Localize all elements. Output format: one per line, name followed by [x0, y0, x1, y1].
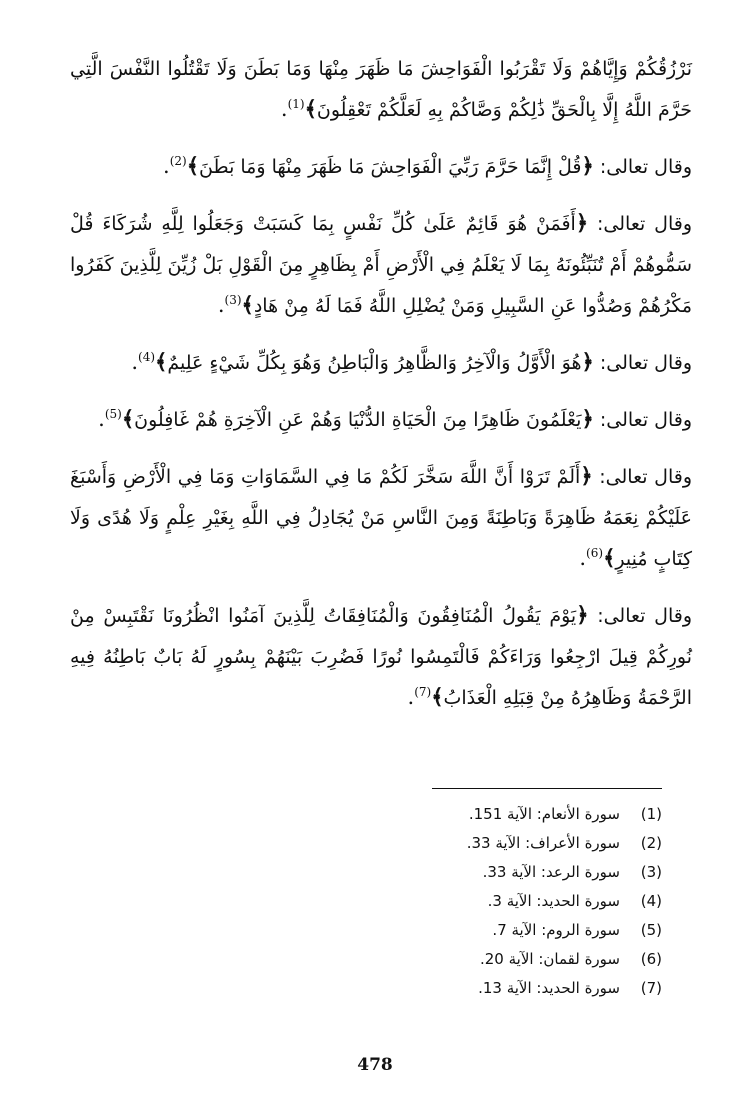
paragraph-2	[70, 146, 692, 187]
footnote-number: (6)	[640, 950, 662, 968]
footnote-text: سورة الروم: الآية 7.	[492, 921, 620, 939]
paragraph-5	[70, 399, 692, 440]
paragraph-1	[70, 48, 692, 130]
verse-text: قُلْ إِنَّمَا حَرَّمَ رَبِّيَ الْفَوَاحِشَ مَا ظَهَرَ مِنْهَا وَمَا بَطَنَ	[199, 156, 582, 178]
verse-close-bracket: ﴾	[431, 684, 444, 709]
footnote-number: (1)	[640, 805, 662, 823]
paragraph-intro: وقال تعالى:	[588, 605, 692, 627]
verse-open-bracket: ﴿	[575, 210, 589, 235]
paragraph-3	[70, 203, 692, 326]
sentence-end: .	[280, 97, 288, 121]
footnote-ref[interactable]: (5)	[104, 407, 122, 421]
verse-open-bracket: ﴿	[581, 153, 594, 178]
paragraph-intro: وقال تعالى:	[593, 352, 692, 374]
footnote-ref[interactable]: (7)	[414, 685, 432, 699]
footnote-number: (2)	[640, 834, 662, 852]
sentence-end: .	[407, 685, 415, 709]
paragraph-intro: وقال تعالى:	[588, 213, 692, 235]
paragraph-7	[70, 595, 692, 718]
verse-text: نَرْزُقُكُمْ وَإِيَّاهُمْ وَلَا تَقْرَبُوا الْفَوَاحِشَ مَا ظَهَرَ مِنْهَا وَمَا بَطَنَ وَلَا تَقْتُلُوا النَّفْسَ الَّتِي حَرَّمَ اللَّهُ إِلَّا بِالْحَقِّ ذَٰلِكُمْ وَصَّاكُمْ بِهِ لَعَلَّكُمْ تَعْقِلُونَ	[70, 58, 692, 121]
paragraph-intro: وقال تعالى:	[593, 409, 692, 431]
paragraph-intro: وقال تعالى:	[593, 156, 692, 178]
sentence-end: .	[131, 350, 139, 374]
footnote-item	[402, 887, 662, 916]
verse-open-bracket: ﴿	[581, 406, 594, 431]
page-number: 478	[357, 1055, 393, 1075]
footnote-text: سورة الرعد: الآية 33.	[482, 863, 620, 881]
footnote-text: سورة لقمان: الآية 20.	[479, 950, 620, 968]
paragraph-4	[70, 342, 692, 383]
footnote-number: (7)	[640, 979, 662, 997]
footnote-item	[402, 829, 662, 858]
sentence-end: .	[163, 154, 170, 178]
footnote-ref[interactable]: (4)	[138, 350, 156, 364]
sentence-end: .	[579, 546, 587, 570]
footnote-text: سورة الحديد: الآية 13.	[478, 979, 620, 997]
footnote-item	[402, 974, 662, 1003]
verse-close-bracket: ﴾	[241, 292, 254, 317]
sentence-end: .	[98, 407, 105, 431]
footnote-item	[402, 945, 662, 974]
footnote-item	[402, 858, 662, 887]
verse-text: أَفَمَنْ هُوَ قَائِمٌ عَلَىٰ كُلِّ نَفْسٍ بِمَا كَسَبَتْ وَجَعَلُوا لِلَّهِ شُرَكَاءَ قُلْ سَمُّوهُمْ أَمْ تُنَبِّئُونَهُ بِمَا لَا يَعْلَمُ فِي الْأَرْضِ أَمْ بِظَاهِرٍ مِنَ الْقَوْلِ بَلْ زُيِّنَ لِلَّذِينَ كَفَرُوا مَكْرُهُمْ وَصُدُّوا عَنِ السَّبِيلِ وَمَنْ يُضْلِلِ اللَّهُ فَمَا لَهُ مِنْ هَادٍ	[70, 213, 692, 317]
verse-close-bracket: ﴾	[304, 96, 317, 121]
page-body	[70, 48, 692, 734]
footnote-item	[402, 916, 662, 945]
footnote-number: (3)	[640, 863, 662, 881]
verse-open-bracket: ﴿	[581, 349, 594, 374]
footnote-text: سورة الأعراف: الآية 33.	[466, 834, 620, 852]
verse-close-bracket: ﴾	[155, 349, 168, 374]
sentence-end: .	[217, 293, 225, 317]
footnote-divider	[432, 788, 662, 789]
verse-open-bracket: ﴿	[576, 602, 589, 627]
verse-close-bracket: ﴾	[186, 153, 200, 178]
paragraph-intro: وقال تعالى:	[592, 466, 693, 488]
footnote-ref[interactable]: (1)	[287, 97, 305, 111]
footnote-ref[interactable]: (3)	[224, 293, 242, 307]
footnote-ref[interactable]: (2)	[169, 154, 187, 168]
paragraph-6	[70, 456, 692, 579]
verse-text: يَعْلَمُونَ ظَاهِرًا مِنَ الْحَيَاةِ الدُّنْيَا وَهُمْ عَنِ الْآخِرَةِ هُمْ غَافِلُونَ	[134, 409, 582, 431]
footnote-ref[interactable]: (6)	[586, 546, 604, 560]
verse-close-bracket: ﴾	[603, 545, 616, 570]
verse-text: هُوَ الْأَوَّلُ وَالْآخِرُ وَالظَّاهِرُ وَالْبَاطِنُ وَهُوَ بِكُلِّ شَيْءٍ عَلِيمٌ	[167, 352, 582, 374]
verse-close-bracket: ﴾	[121, 406, 135, 431]
verse-text: يَوْمَ يَقُولُ الْمُنَافِقُونَ وَالْمُنَافِقَاتُ لِلَّذِينَ آمَنُوا انْظُرُونَا نَقْتَبِسْ مِنْ نُورِكُمْ قِيلَ ارْجِعُوا وَرَاءَكُمْ فَالْتَمِسُوا نُورًا فَضُرِبَ بَيْنَهُمْ بِسُورٍ لَهُ بَابٌ بَاطِنُهُ فِيهِ الرَّحْمَةُ وَظَاهِرُهُ مِنْ قِبَلِهِ الْعَذَابُ	[70, 605, 692, 709]
footnote-list	[402, 800, 662, 1003]
footnote-number: (5)	[640, 921, 662, 939]
verse-open-bracket: ﴿	[580, 463, 593, 488]
footnote-number: (4)	[640, 892, 662, 910]
footnote-text: سورة الحديد: الآية 3.	[487, 892, 620, 910]
footnote-text: سورة الأنعام: الآية 151.	[468, 805, 620, 823]
verse-text: أَلَمْ تَرَوْا أَنَّ اللَّهَ سَخَّرَ لَكُمْ مَا فِي السَّمَاوَاتِ وَمَا فِي الْأَرْضِ وَأَسْبَغَ عَلَيْكُمْ نِعَمَهُ ظَاهِرَةً وَبَاطِنَةً وَمِنَ النَّاسِ مَنْ يُجَادِلُ فِي اللَّهِ بِغَيْرِ عِلْمٍ وَلَا هُدًى وَلَا كِتَابٍ مُنِيرٍ	[70, 466, 692, 570]
footnote-item	[402, 800, 662, 829]
